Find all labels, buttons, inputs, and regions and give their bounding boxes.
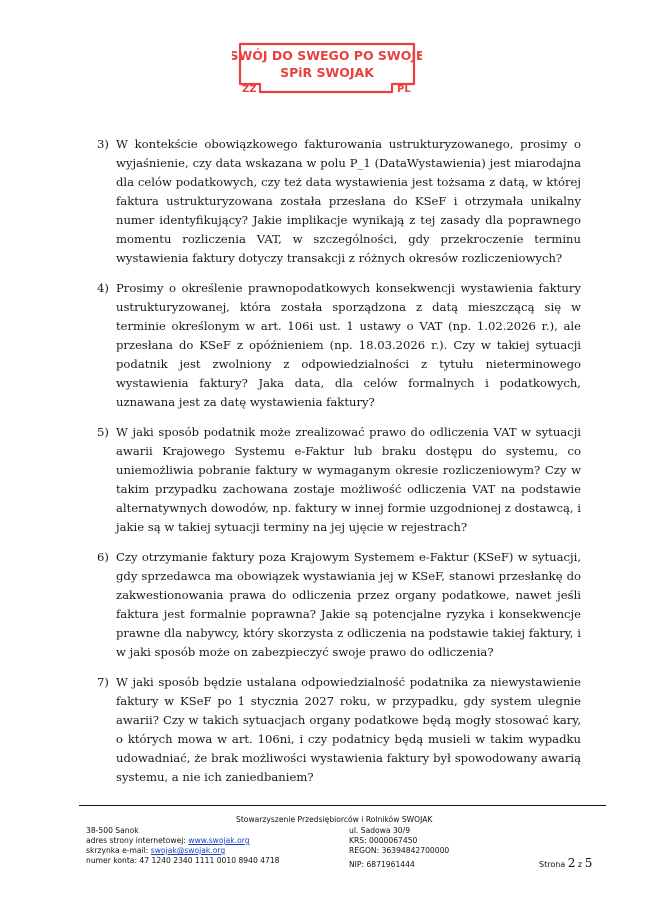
logo-line1: SWÓJ DO SWEGO PO SWOJE [232,48,422,63]
logo-line2: SPiR SWOJAK [280,65,374,80]
question-text: W jaki sposób podatnik może zrealizować prawo do odliczenia VAT w sytuacji awarii Krajowego Systemu e-Faktur lub braku dostępu do systemu, co uniemożliwia pobranie faktury w wymaganym okresie rozliczeniowym? Czy w takim przypadku zachowana zostaje możliwość odliczenia VAT na podstawie alternatywnych dowodów, np. faktury w innej formie uzgodnionej z dostawcą, i jakie są w takiej sytuacji terminy na jej ujęcie w rejestrach? [116,425,581,534]
question-text: Czy otrzymanie faktury poza Krajowym Systemem e-Faktur (KSeF) w sytuacji, gdy sprzedawca ma obowiązek wystawiania jej w KSeF, stanowi przesłankę do zakwestionowania prawa do odliczenia przez organy podatkowe, nawet jeśli faktura jest formalnie poprawna? Jakie są potencjalne ryzyka i konsekwencje prawne dla nabywcy, który skorzysta z odliczenia na podstawie takiej faktury, i w jaki sposób może on zabezpieczyć swoje prawo do odliczenia? [116,550,581,659]
page-sep: z [575,860,585,869]
question-text: W kontekście obowiązkowego fakturowania ustrukturyzowanego, prosimy o wyjaśnienie, czy data wskazana w polu P_1 (DataWystawienia) jest miarodajna dla celów podatkowych, czy też data wystawienia jest tożsama z datą, w której faktura ustrukturyzowana została przesłana do KSeF i otrzymała unikalny numer identyfikujący? Jakie implikacje wynikają z tej zasady dla poprawnego momentu rozliczenia VAT, w szczególności, gdy przekroczenie terminu wystawienia faktury dotyczy transakcji z różnych okresów rozliczeniowych? [116,137,581,265]
website-link[interactable]: www.swojak.org [188,836,250,845]
question-number: 6) [97,550,109,564]
question-number: 7) [97,675,109,689]
page-current: 2 [567,856,576,870]
footer-website-label: adres strony internetowej: [86,836,189,845]
footer-email [86,846,280,856]
question-text: W jaki sposób będzie ustalana odpowiedzialność podatnika za niewystawienie faktury w KSeF po 1 stycznia 2027 roku, w przypadku, gdy system ulegnie awarii? Czy w takich sytuacjach organy podatkowe będą mogły stosować kary, o których mowa w art. 106ni, i czy podatnicy będą musieli w takim wypadku udowadniać, że brak możliwości wystawienia faktury był spowodowany awarią systemu, a nie ich zaniedbaniem? [116,675,581,784]
footer-right-block [349,826,449,870]
swojak-logo [232,40,422,96]
question-7 [97,673,581,787]
logo-corner-right: PL [397,84,411,95]
footer-street: ul. Sadowa 30/9 [349,826,411,835]
footer-regon: REGON: 36394842700000 [349,846,450,855]
footer-nip: NIP: 6871961444 [349,860,415,869]
footer-email-label: skrzynka e-mail: [86,846,151,855]
logo-corner-left: ZZ [242,84,257,95]
page-label: Strona [539,860,568,869]
question-5 [97,423,581,537]
question-6 [97,548,581,662]
footer-org-name: Stowarzyszenie Przedsiębiorców i Rolników SWOJAK [236,815,433,824]
footer-account: numer konta: 47 1240 2340 1111 0010 8940 4718 [86,856,280,865]
question-4 [97,279,581,412]
question-number: 4) [97,281,109,295]
question-text: Prosimy o określenie prawnopodatkowych konsekwencji wystawienia faktury ustrukturyzowanej, która została sporządzona z datą mieszczącą się w terminie określonym w art. 106i ust. 1 ustawy o VAT (np. 1.02.2026 r.), ale przesłana do KSeF z opóźnieniem (np. 18.03.2026 r.). Czy w takiej sytuacji podatnik jest zwolniony z odpowiedzialności z tytułu nieterminowego wystawienia faktury? Jaka data, dla celów formalnych i podatkowych, uznawana jest za datę wystawienia faktury? [116,281,581,409]
footer-website [86,836,280,846]
footer-city: 38-500 Sanok [86,826,139,835]
footer-left-block [86,826,280,866]
page-total: 5 [584,856,593,870]
email-link[interactable]: swojak@swojak.org [150,846,226,855]
footer-divider [79,805,606,806]
question-3 [97,135,581,268]
question-number: 5) [97,425,109,439]
footer-krs: KRS: 0000067450 [349,836,418,845]
page-indicator [539,856,592,870]
question-number: 3) [97,137,109,151]
